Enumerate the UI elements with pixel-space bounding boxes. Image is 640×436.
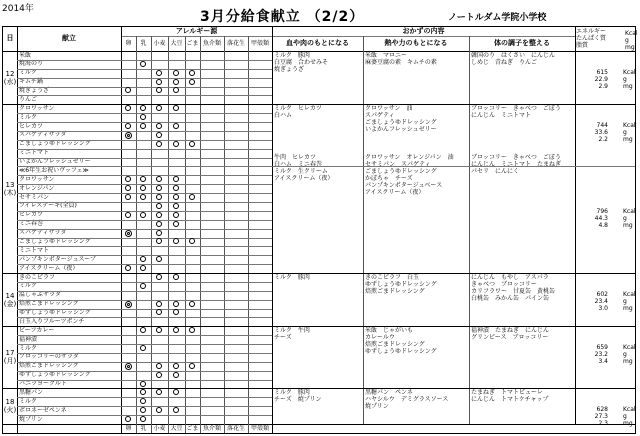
allergen-circle	[173, 185, 179, 191]
allergen-circle	[173, 203, 179, 209]
nutrition-protein: 23.4	[594, 298, 608, 306]
weekday: (木)	[3, 188, 17, 197]
allergen-circle	[173, 123, 179, 129]
energy-text: クロワッサン 油	[365, 105, 413, 113]
menu-row-divider	[17, 87, 272, 88]
menu-row-divider	[17, 149, 272, 150]
allergen-circle	[173, 327, 179, 333]
menu-item: ボロネーゼペンネ	[19, 406, 67, 414]
menu-item: 焼プリン	[19, 415, 43, 423]
menu-item: ≪6年生お祝いヴッフェ≫	[19, 166, 89, 174]
nutrition-kcal: 659	[596, 344, 608, 352]
allergen-header-7: 甲殻類	[250, 40, 269, 47]
nutrition-fat: 3.0	[598, 305, 608, 313]
weekday: (水)	[3, 77, 17, 86]
menu-item: きのこピラフ	[19, 273, 56, 281]
nutrition-unit: g	[623, 351, 627, 359]
allergen-circle	[156, 256, 162, 262]
allergen-circle	[140, 114, 146, 120]
body-text: にんじん トマトケチャップ	[471, 396, 549, 404]
allergen-circle	[125, 265, 131, 271]
nutrition-fat: 2.3	[598, 420, 608, 428]
day-divider	[3, 104, 635, 105]
allergen-circle	[140, 327, 146, 333]
blood-text: 白ハム	[274, 112, 293, 120]
body-text: にんじん ミニトマト	[471, 112, 532, 120]
allergen-circle	[156, 70, 162, 76]
menu-item: 温しゃぶサラダ	[19, 291, 61, 299]
allergen-circle	[156, 185, 162, 191]
allergen-circle	[156, 79, 162, 85]
menu-item: 黒糖パン	[19, 388, 44, 396]
body-header: 体の調子を整える	[494, 39, 550, 47]
energy-text: ハヤシルウ デミグラスソース	[365, 396, 449, 404]
nutrition-unit: Kcal	[623, 122, 636, 130]
nutrition-header-0: エネルギー	[576, 28, 607, 35]
allergen-double-circle	[125, 230, 132, 237]
school-name: ノートルダム学院小学校	[448, 13, 547, 23]
blood-text: アイスクリーム（夜）	[274, 175, 334, 183]
energy-text: カレールウ	[365, 334, 395, 342]
menu-item: ミニトマト	[19, 246, 50, 254]
menu-item: りんご	[19, 95, 38, 103]
nutrition-unit: g	[623, 76, 627, 83]
allergen-circle	[173, 309, 179, 315]
nutrition-kcal: 615	[596, 69, 608, 76]
allergen-circle	[156, 372, 162, 378]
allergen-circle	[189, 70, 195, 76]
menu-item: ゆずしょうゆドレッシング	[19, 309, 91, 317]
menu-row-divider	[17, 335, 272, 336]
allergen-circle	[156, 363, 162, 369]
allergen-header-3: 大豆	[170, 40, 183, 47]
buffet-divider	[272, 166, 635, 167]
body-text: 白桃缶 みかん缶 パイン缶	[471, 295, 550, 303]
nutrition-unit: mg	[623, 305, 633, 313]
energy-text: ごましょうゆドレッシング	[365, 119, 437, 127]
allergen-circle	[140, 398, 146, 404]
allergen-circle	[140, 105, 146, 111]
menu-item: クロワッサン	[19, 104, 55, 112]
allergen-footer-7: 甲殻類	[250, 425, 269, 432]
page-title: 3月分給食献立 （2/2）	[200, 9, 365, 25]
menu-header: 献立	[62, 34, 76, 42]
body-text: ブロッコリー きゃべつ ごぼう	[471, 105, 561, 113]
menu-item: ブロッコリーのサラダ	[19, 353, 79, 361]
nutrition-unit: mg	[623, 221, 633, 229]
allergen-circle	[140, 185, 146, 191]
menu-item: 焙煎ごまドレッシング	[19, 362, 79, 370]
allergen-circle	[189, 301, 195, 307]
allergen-circle	[156, 132, 162, 138]
allergen-footer-3: 大豆	[170, 425, 183, 432]
day-column-divider	[17, 27, 18, 433]
menu-item: セサミパン	[19, 193, 50, 201]
menu-item: ミニトマト	[19, 149, 50, 157]
allergen-circle	[156, 176, 162, 182]
menu-item: オレンジパン	[19, 184, 55, 192]
allergen-circle	[125, 123, 131, 129]
allergen-circle	[173, 87, 179, 93]
menu-item: ごましょうゆドレッシング	[19, 140, 91, 148]
allergen-circle	[156, 123, 162, 129]
menu-item: 福神漬	[19, 335, 38, 343]
menu-item: バニラヨーグルト	[19, 380, 67, 388]
body-text: ブロッコリー きゃべつ ごぼう	[471, 154, 561, 162]
energy-text: きのこピラフ 白玉	[365, 274, 420, 282]
menu-item: ミニ春巻	[19, 220, 44, 228]
energy-text: ゆずしょうゆドレッシング	[365, 281, 437, 289]
menu-item: ヒレカツ	[19, 122, 44, 130]
menu-row-divider	[17, 131, 272, 132]
allergen-circle	[140, 123, 146, 129]
allergen-circle	[173, 194, 179, 200]
nutrition-unit: Kcal	[623, 406, 636, 414]
blood-text: ミルク ヒレカツ	[274, 105, 322, 113]
menu-row-divider	[17, 317, 272, 318]
allergen-circle	[189, 194, 195, 200]
blood-text: 白豆腐 合わせみそ	[274, 59, 329, 66]
day-number: 18	[5, 398, 15, 407]
menu-item: スパゲティサラダ	[19, 229, 67, 237]
menu-item: アイスクリーム（夜）	[19, 264, 79, 272]
nutrition-unit: g	[623, 298, 627, 306]
blood-text: 焼ぎょうざ	[274, 66, 305, 73]
allergen-footer-0: 卵	[125, 425, 132, 432]
allergen-header-5: 魚介類	[202, 40, 221, 47]
allergen-header-1: 乳	[140, 40, 147, 47]
energy-text: クロワッサン オレンジパン 油	[365, 154, 454, 162]
nutrition-unit: g	[623, 129, 627, 137]
allergen-circle	[189, 363, 195, 369]
allergen-header-4: ごま	[186, 40, 199, 47]
allergen-circle	[173, 301, 179, 307]
menu-item: ミルク	[19, 344, 37, 352]
menu-column-divider	[121, 27, 122, 433]
nutrition-fat: 2.2	[598, 136, 608, 144]
allergen-circle	[156, 203, 162, 209]
allergen-circle	[156, 274, 162, 280]
allergen-circle	[125, 105, 131, 111]
energy-text: セサミパン スパゲティ	[365, 161, 431, 169]
allergen-double-circle	[125, 301, 132, 308]
energy-text: 焙煎ごまドレッシング	[365, 288, 425, 296]
energy-text: ゆずしょうゆドレッシング	[365, 348, 437, 356]
allergen-circle	[173, 407, 179, 413]
allergen-circle	[156, 407, 162, 413]
allergen-circle	[125, 176, 131, 182]
menu-item: 焼ぎょうざ	[19, 87, 50, 95]
body-text: カリフラワー 甘夏缶 黄桃缶	[471, 288, 556, 296]
energy-text: かぼちゃ チーズ	[365, 175, 413, 183]
menu-row-divider	[17, 291, 272, 292]
allergen-circle	[140, 381, 146, 387]
allergen-circle	[156, 141, 162, 147]
allergy-column-divider	[272, 27, 273, 433]
menu-item: 焙煎ごまドレッシング	[19, 300, 79, 308]
allergen-circle	[173, 141, 179, 147]
energy-header: 熱や力のもとになる	[384, 39, 448, 47]
header-mid-divider	[121, 36, 575, 37]
blood-text: 白ハム ミニ春巻	[274, 161, 323, 169]
allergen-circle	[140, 265, 146, 271]
weekday: (金)	[3, 299, 17, 308]
nutrition-header-2: 脂質	[576, 42, 589, 49]
allergen-circle	[125, 194, 131, 200]
allergen-circle	[189, 79, 195, 85]
allergen-circle	[156, 301, 162, 307]
blood-text: ミルク 豚肉	[274, 52, 310, 59]
blood-text: ミルク 豚肉	[274, 274, 310, 282]
nutrition-protein: 22.9	[594, 76, 608, 83]
menu-row-divider	[17, 166, 272, 167]
nutrition-kcal: 628	[596, 406, 608, 414]
allergen-circle	[140, 176, 146, 182]
nutrition-fat: 3.4	[598, 358, 608, 366]
content-header: おかずの内容	[402, 27, 445, 35]
allergen-double-circle	[125, 363, 132, 370]
nutrition-unit: mg	[623, 358, 633, 366]
allergen-circle	[189, 141, 195, 147]
blood-header: 血や肉のもとになる	[286, 39, 349, 47]
menu-row-divider	[17, 300, 272, 301]
energy-text: 米飯 マロニー	[365, 52, 408, 59]
nutrition-protein: 23.2	[594, 351, 608, 359]
nutrition-kcal2: 796	[596, 207, 608, 215]
allergen-circle	[140, 194, 146, 200]
nutrition-unit: mg	[623, 136, 633, 144]
energy-text: 麻婆豆腐の素 キムチの素	[365, 59, 437, 66]
day-divider	[3, 326, 635, 327]
menu-item: フイレステーキ(全員)	[19, 202, 77, 210]
nutrition-unit: g	[623, 413, 627, 421]
nutrition-unit: Kcal	[623, 207, 636, 215]
menu-item: パンプキンポタージュスープ	[19, 255, 96, 263]
day-number: 14	[5, 291, 15, 300]
nutrition-unit-header-1: g	[625, 37, 629, 44]
menu-row-divider	[17, 353, 272, 354]
nutrition-protein: 27.3	[594, 413, 608, 421]
menu-item: ミルク	[19, 282, 37, 290]
allergen-circle	[173, 238, 179, 244]
day-divider	[3, 388, 635, 389]
menu-item: キムチ鍋	[19, 78, 43, 86]
allergen-footer-4: ごま	[186, 425, 199, 432]
blood-text: ミルク 牛肉	[274, 327, 310, 335]
nutrition-unit: mg	[623, 420, 633, 428]
nutrition-fat: 2.9	[598, 83, 608, 90]
body-text: パセリ にんにく	[471, 168, 520, 176]
blood-text: ミルク 豚肉	[274, 389, 310, 397]
allergen-circle	[173, 274, 179, 280]
menu-item: いよかんフレッシュゼリー	[19, 158, 91, 166]
allergen-footer-1: 乳	[140, 425, 147, 432]
allergen-footer-6: 落花生	[226, 425, 245, 432]
body-text: きゃべつ ブロッコリー	[471, 281, 537, 289]
menu-row-divider	[17, 220, 272, 221]
energy-text: スパゲティ	[365, 112, 395, 120]
menu-row-divider	[17, 246, 272, 247]
allergen-circle	[140, 283, 146, 289]
allergen-circle	[156, 327, 162, 333]
energy-column-divider	[469, 36, 470, 424]
allergen-circle	[173, 176, 179, 182]
allergen-circle	[140, 407, 146, 413]
energy-text: ごましょうゆドレッシング	[365, 168, 437, 176]
nutrition-unit: g	[623, 214, 627, 222]
menu-item: 米飯	[19, 51, 32, 59]
menu-item: 焼海のり	[19, 60, 44, 68]
menu-row-divider	[17, 309, 272, 310]
menu-row-divider	[17, 78, 272, 79]
allergen-circle	[156, 309, 162, 315]
allergen-circle	[156, 212, 162, 218]
nutrition-kcal: 744	[596, 122, 608, 130]
menu-row-divider	[17, 229, 272, 230]
allergen-circle	[156, 105, 162, 111]
allergen-circle	[156, 87, 162, 93]
menu-item: 白玉入りフルーツポンチ	[19, 317, 85, 325]
body-text: 福神漬 たまねぎ にんじん	[471, 327, 550, 335]
allergen-circle	[140, 61, 146, 67]
allergen-circle	[125, 185, 131, 191]
nutrition-unit: Kcal	[623, 291, 636, 299]
allergen-circle	[140, 256, 146, 262]
day-header: 日	[6, 34, 14, 42]
menu-item: ミルク	[19, 69, 37, 77]
allergen-circle	[189, 238, 195, 244]
allergen-circle	[156, 221, 162, 227]
energy-text: 焙煎ごまドレッシング	[365, 341, 425, 349]
allergen-circle	[173, 389, 179, 395]
allergen-circle	[156, 389, 162, 395]
content-column-divider	[575, 27, 576, 424]
weekday: (火)	[3, 406, 17, 415]
menu-row-divider	[17, 69, 272, 70]
blood-text: 牛肉 ヒレカツ	[274, 154, 317, 162]
allergen-circle	[125, 416, 131, 422]
allergen-circle	[173, 70, 179, 76]
energy-text: いよかんフレッシュゼリー	[365, 126, 437, 134]
day-number: 12	[5, 69, 15, 78]
allergy-header: アレルギー源	[175, 27, 218, 35]
nutrition-protein2: 44.3	[594, 214, 608, 222]
body-text: たまねぎ トマトピューレ	[471, 389, 543, 397]
body-text: グリンピース ブロッコリー	[471, 334, 549, 342]
menu-item: ビーフカレー	[19, 326, 55, 334]
allergen-circle	[173, 363, 179, 369]
allergen-circle	[189, 327, 195, 333]
allergen-header-6: 落花生	[226, 40, 245, 47]
energy-text: 黒糖パン ペンネ	[365, 389, 413, 397]
day-divider	[3, 273, 635, 274]
menu-item: ミルク	[19, 113, 37, 121]
menu-item: ゆずしょうゆドレッシング	[19, 371, 91, 379]
menu-table	[2, 26, 636, 434]
nutrition-unit: Kcal	[623, 69, 636, 76]
allergen-circle	[140, 416, 146, 422]
nutrition-kcal: 602	[596, 291, 608, 299]
menu-row-divider	[17, 140, 272, 141]
energy-text: 焼プリン	[365, 403, 389, 411]
allergen-circle	[140, 389, 146, 395]
menu-row-divider	[17, 158, 272, 159]
menu-item: ヒレカツ	[19, 211, 44, 219]
allergen-circle	[173, 221, 179, 227]
year-label: 2014年	[2, 4, 34, 14]
allergen-circle	[173, 372, 179, 378]
allergen-circle	[156, 194, 162, 200]
nutrition-unit: mg	[623, 83, 633, 90]
menu-row-divider	[17, 202, 272, 203]
body-text: にんじん もやし アスパラ	[471, 274, 549, 282]
nutrition-fat2: 4.8	[598, 221, 608, 229]
nutrition-unit-header-0: Kcal	[625, 30, 638, 37]
body-text: にんじん ミニトマト たまねぎ	[471, 161, 562, 169]
nutrition-header-1: たんぱく質	[576, 35, 607, 42]
menu-row-divider	[17, 362, 272, 363]
menu-item: ごましょうゆドレッシング	[19, 238, 91, 245]
footer-divider	[3, 424, 635, 425]
menu-item: クロワッサン	[19, 175, 55, 183]
blood-text: チーズ 焼プリン	[274, 396, 322, 404]
allergen-circle	[173, 212, 179, 218]
allergen-double-circle	[125, 132, 132, 139]
allergen-circle	[173, 79, 179, 85]
menu-row-divider	[17, 371, 272, 372]
allergen-header-2: 小麦	[153, 40, 166, 47]
allergen-circle	[156, 230, 162, 236]
menu-item: ミルク	[19, 397, 37, 405]
menu-item: スパゲティサラダ	[19, 131, 67, 139]
nutrition-protein: 33.6	[594, 129, 608, 137]
menu-row-divider	[17, 95, 272, 96]
body-text: しめじ 青ねぎ りんご	[471, 59, 538, 66]
blood-text: ミルク 生クリーム	[274, 168, 328, 176]
weekday: (月)	[3, 357, 17, 366]
allergen-circle	[140, 212, 146, 218]
energy-text: パンプキンポタージュベース	[365, 182, 443, 190]
nutrition-unit: Kcal	[623, 344, 636, 352]
energy-text: アイスクリーム（夜）	[365, 189, 425, 197]
blood-column-divider	[363, 36, 364, 424]
menu-row-divider	[17, 238, 272, 239]
nutrition-unit-header-2: mg	[625, 44, 635, 51]
blood-text: チーズ	[274, 334, 292, 342]
energy-text: 米飯 じゃがいも	[365, 327, 414, 335]
allergen-circle	[140, 345, 146, 351]
body-text: 韓国のり はくさい にんじん	[471, 52, 556, 59]
allergen-footer-2: 小麦	[153, 425, 166, 432]
allergen-footer-5: 魚介類	[202, 425, 221, 432]
allergen-circle	[125, 212, 131, 218]
day-number: 17	[5, 349, 15, 358]
day-number: 13	[5, 180, 15, 189]
allergen-circle	[173, 105, 179, 111]
allergen-circle	[156, 238, 162, 244]
allergen-circle	[125, 87, 131, 93]
allergen-header-0: 卵	[125, 40, 132, 47]
